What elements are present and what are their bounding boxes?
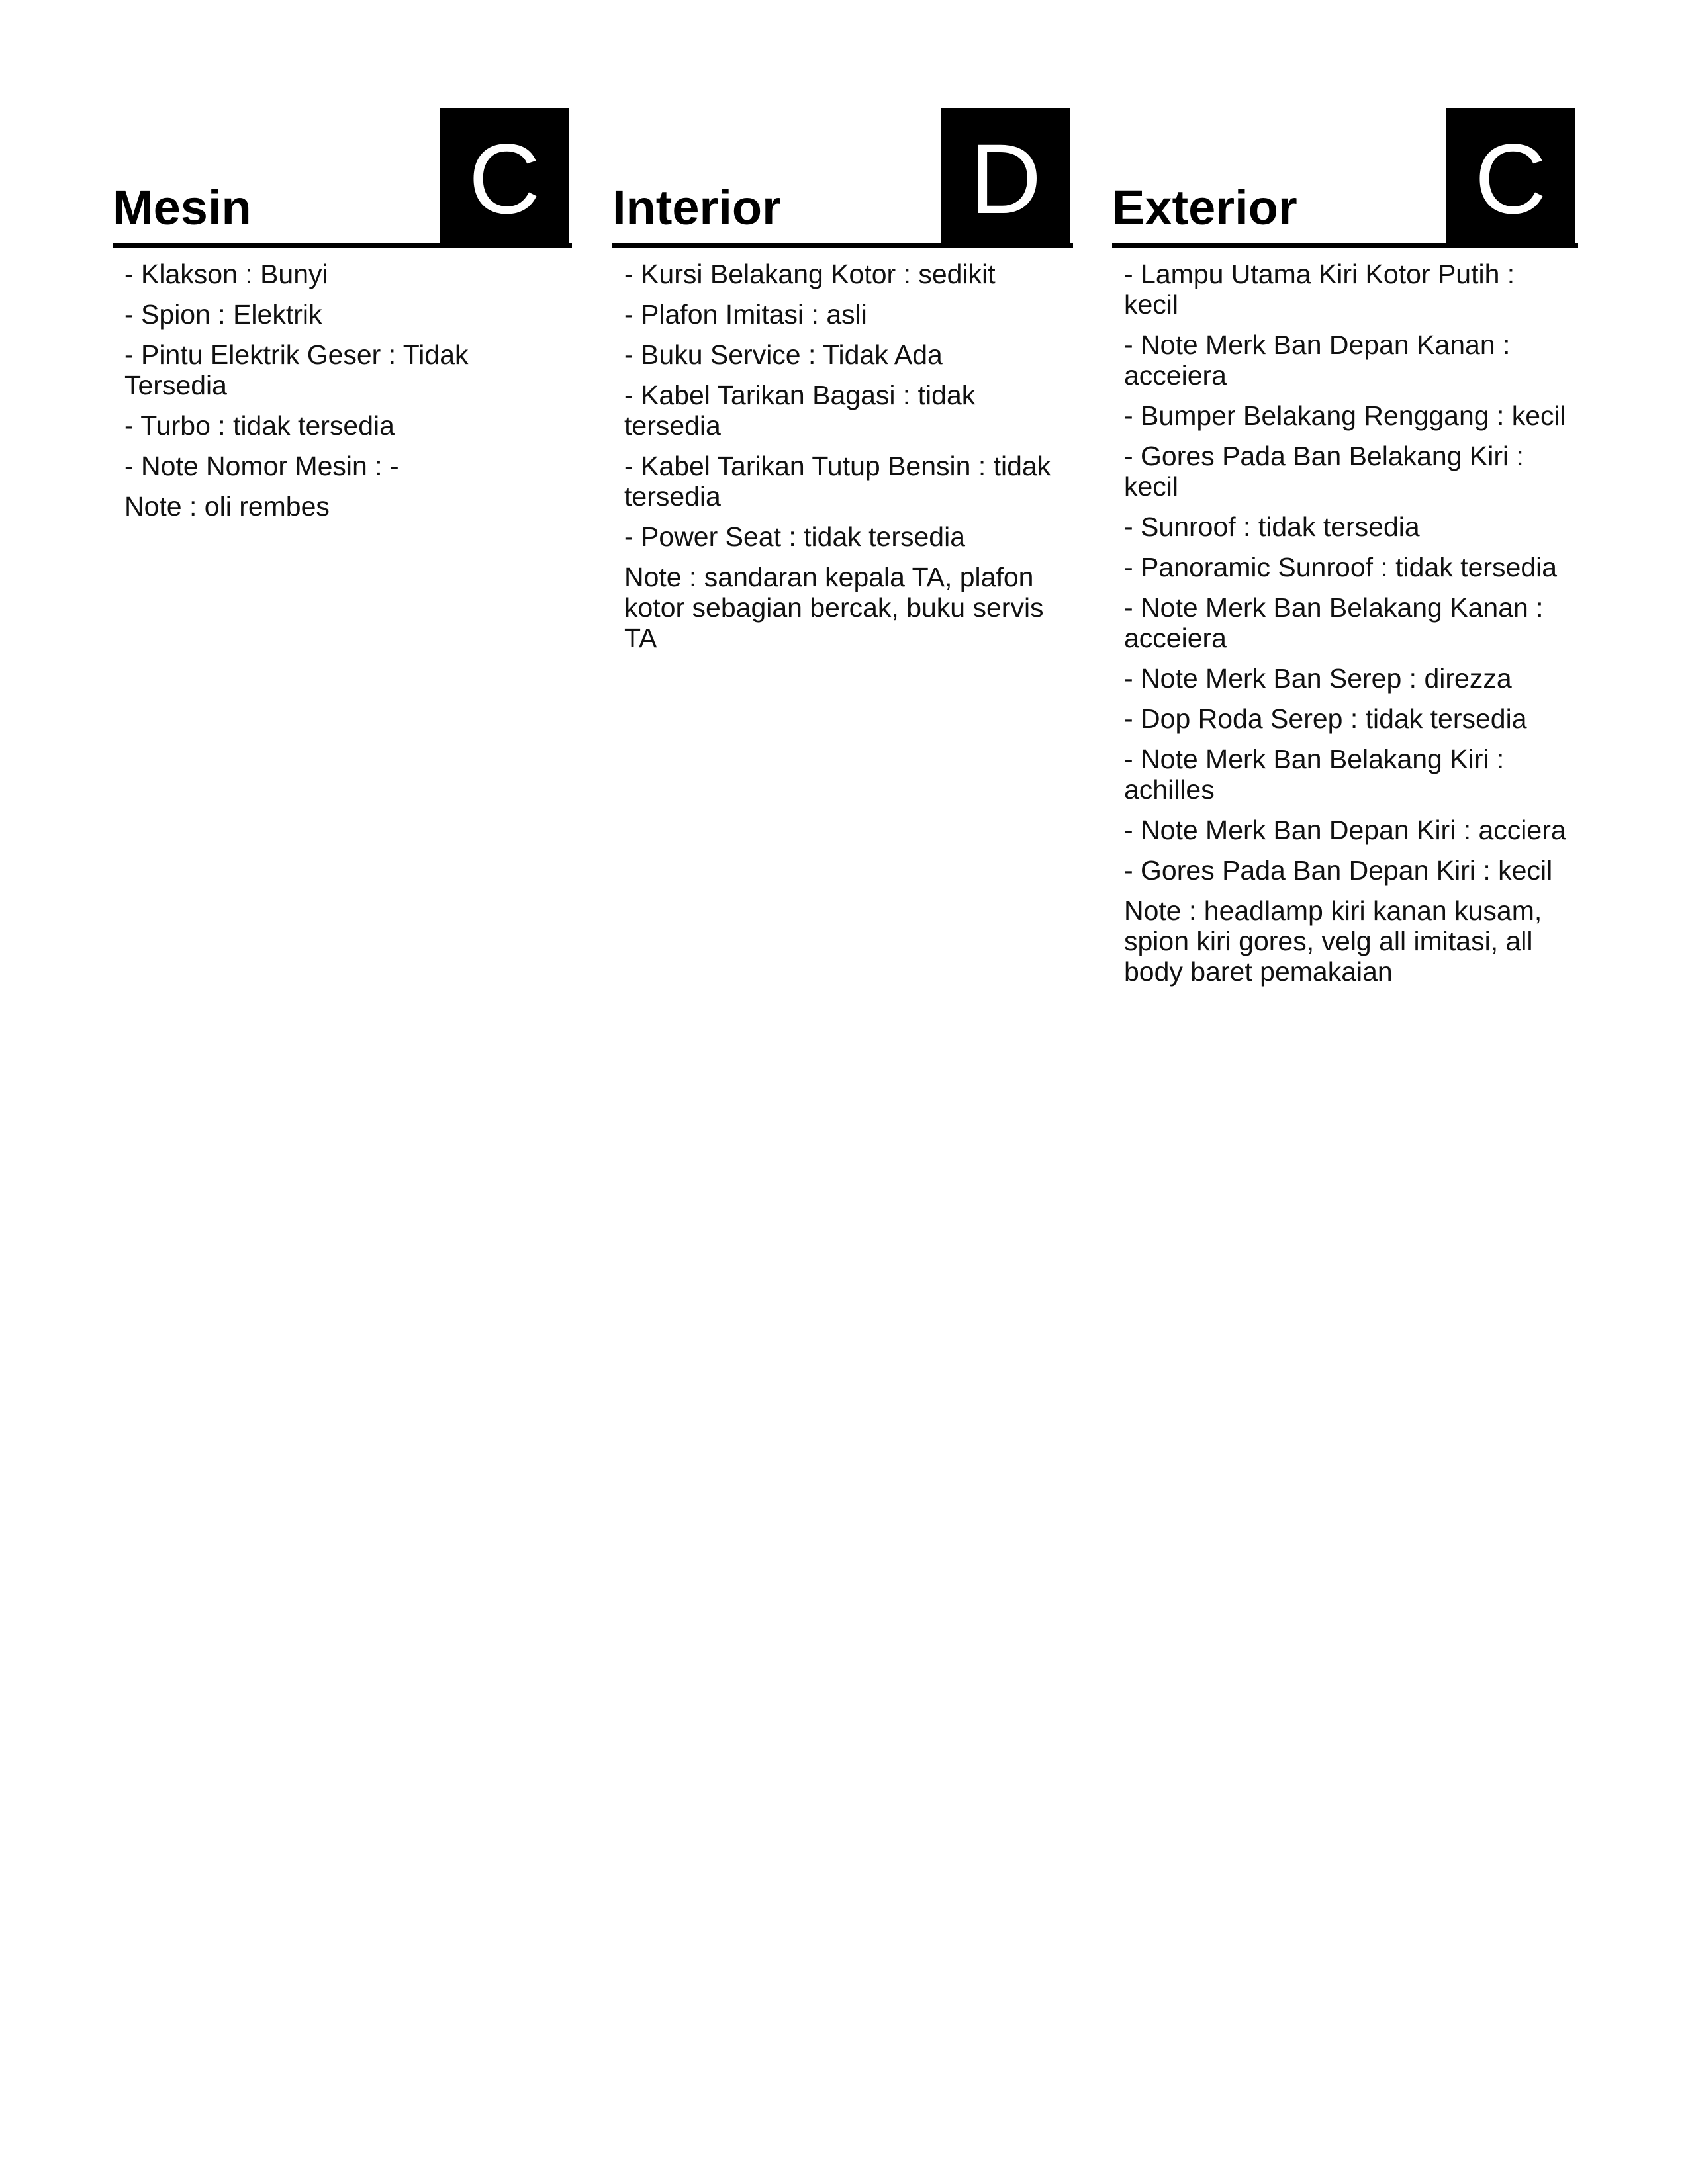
list-item: - Note Merk Ban Belakang Kanan : acceiera [1124,592,1544,653]
list-item: - Gores Pada Ban Depan Kiri : kecil [1124,855,1553,886]
grade-letter: C [468,123,541,234]
list-item: - Gores Pada Ban Belakang Kiri : kecil [1124,441,1524,502]
list-item: - Dop Roda Serep : tidak tersedia [1124,704,1527,734]
list-item: - Lampu Utama Kiri Kotor Putih : kecil [1124,259,1515,320]
section-header [113,108,569,248]
list-item: - Turbo : tidak tersedia [124,410,395,441]
section-header [612,108,1070,248]
list-item: - Kabel Tarikan Tutup Bensin : tidak tersedia [624,451,1051,512]
section-note: Note : oli rembes [124,491,330,522]
section-title: Exterior [1112,180,1297,235]
header-divider [612,243,1073,248]
list-item: - Note Nomor Mesin : - [124,451,399,481]
list-item: - Panoramic Sunroof : tidak tersedia [1124,552,1558,582]
list-item: - Sunroof : tidak tersedia [1124,512,1420,542]
section-note: Note : sandaran kepala TA, plafon kotor sebagian bercak, buku servis TA [624,562,1044,653]
section-note: Note : headlamp kiri kanan kusam, spion kiri gores, velg all imitasi, all body baret pemakaian [1124,895,1542,987]
grade-letter: C [1474,123,1547,234]
section-title: Interior [612,180,781,235]
grade-badge [440,108,569,243]
header-divider [1112,243,1578,248]
grade-letter: D [969,123,1042,234]
list-item: - Bumper Belakang Renggang : kecil [1124,400,1566,431]
list-item: - Note Merk Ban Depan Kiri : acciera [1124,815,1566,845]
section-title: Mesin [113,180,252,235]
section-header [1112,108,1575,248]
item-list [113,248,569,481]
section-mesin [113,108,569,522]
list-item: - Power Seat : tidak tersedia [624,522,966,552]
list-item: - Kabel Tarikan Bagasi : tidak tersedia [624,380,976,441]
list-item: - Spion : Elektrik [124,299,322,330]
header-divider [113,243,572,248]
section-interior [612,108,1070,653]
list-item: - Plafon Imitasi : asli [624,299,867,330]
item-list [612,248,1070,552]
list-item: - Kursi Belakang Kotor : sedikit [624,259,996,289]
list-item: - Buku Service : Tidak Ada [624,340,943,370]
section-exterior [1112,108,1575,987]
list-item: - Note Merk Ban Belakang Kiri : achilles [1124,744,1505,805]
grade-badge [941,108,1070,243]
list-item: - Note Merk Ban Serep : direzza [1124,663,1512,694]
list-item: - Klakson : Bunyi [124,259,328,289]
item-list [1112,248,1575,886]
list-item: - Note Merk Ban Depan Kanan : acceiera [1124,330,1511,390]
list-item: - Pintu Elektrik Geser : Tidak Tersedia [124,340,469,400]
grade-badge [1446,108,1575,243]
